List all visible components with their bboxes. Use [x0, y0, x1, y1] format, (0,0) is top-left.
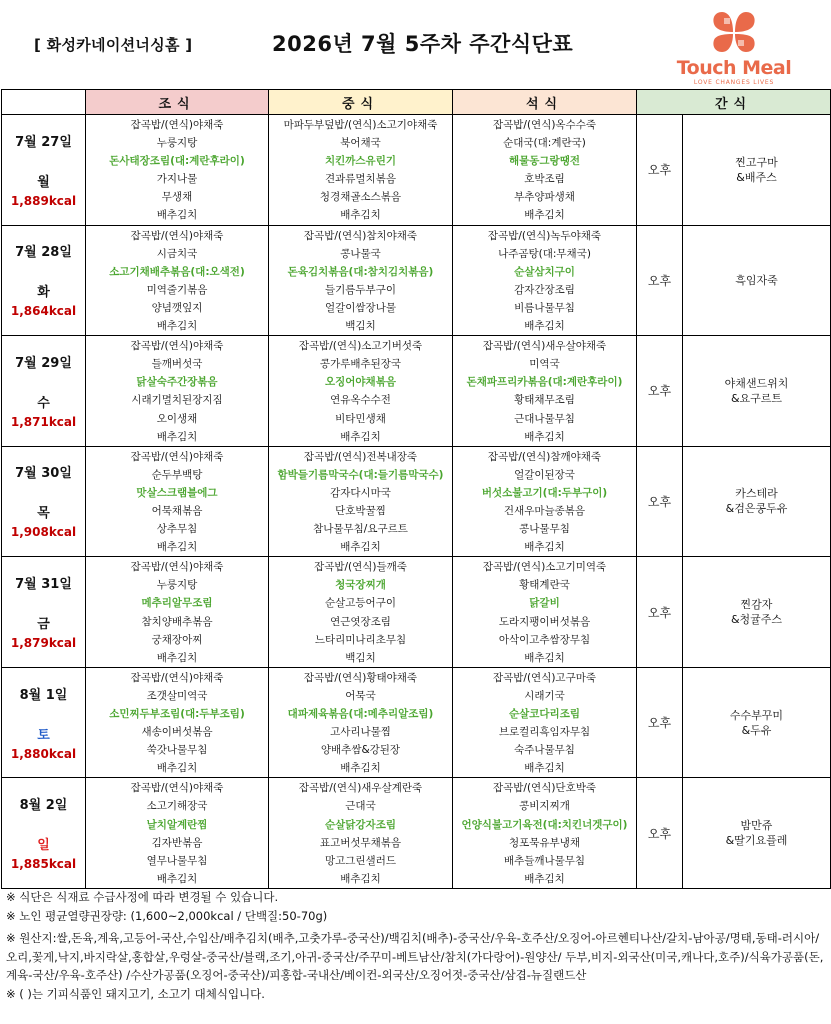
snack-item: &딸기요플레	[725, 834, 788, 848]
dish-item: 콩비지찌개	[519, 800, 570, 813]
day-weekday: 금	[37, 617, 50, 633]
dish-item: 콩가루배추된장국	[319, 358, 402, 371]
dish-item: 미역국	[529, 358, 560, 371]
dish-item: 마파두부덮밥/(연식)소고기야채죽	[283, 119, 438, 131]
dish-item: 잡곡밥/(연식)야채죽	[130, 340, 224, 353]
dish-item: 얼갈이쌈장나물	[324, 301, 396, 314]
dish-item: 단호박꿀찜	[335, 504, 386, 517]
dish-item: 배추김치	[524, 651, 565, 664]
main-dish: 날치알계란찜	[146, 818, 208, 831]
day-row	[2, 778, 831, 889]
day-cell	[2, 778, 86, 889]
dish-item: 배추김치	[340, 541, 381, 554]
day-cell	[2, 446, 86, 557]
breakfast-cell	[86, 778, 269, 889]
logo-wordmark: Touch Meal	[676, 57, 792, 79]
snack-item: &청귤주스	[730, 613, 783, 627]
lunch-cell	[269, 225, 453, 336]
main-dish: 치킨까스유린기	[324, 155, 396, 168]
dish-item: 북어채국	[340, 137, 381, 150]
dinner-cell	[453, 225, 637, 336]
snack-menu	[683, 336, 831, 447]
day-weekday: 목	[37, 506, 50, 522]
main-dish: 소고기채배추볶음(대:오색전)	[109, 265, 245, 278]
dish-item: 잡곡밥/(연식)참깨야채죽	[487, 450, 602, 463]
dish-item: 망고그린샐러드	[324, 854, 396, 867]
day-kcal: 1,908kcal	[10, 525, 77, 540]
snack-menu	[683, 446, 831, 557]
header-dinner: 석식	[453, 90, 637, 115]
main-dish: 함박들기름막국수(대:들기름막국수)	[277, 468, 444, 481]
lunch-cell	[269, 115, 453, 226]
day-date: 7월 27일	[15, 134, 72, 150]
dish-item: 비타민생채	[335, 412, 386, 425]
dish-item: 숙주나물무침	[514, 744, 575, 757]
day-cell	[2, 225, 86, 336]
snack-item: &검은콩두유	[725, 502, 788, 516]
main-dish: 맛살스크램블에그	[136, 486, 218, 499]
dish-item: 근대나물무침	[514, 412, 575, 425]
main-dish: 순살닭강자조림	[324, 818, 396, 831]
table-header-row	[2, 90, 831, 115]
header-day-blank	[2, 90, 86, 115]
dish-item: 열무나물무침	[146, 854, 208, 867]
dish-item: 배추김치	[524, 320, 565, 333]
snack-item: 야채샌드위치	[724, 376, 789, 390]
dish-item: 연근엿장조림	[330, 615, 391, 628]
dish-item: 시래기국	[524, 689, 565, 702]
dish-item: 잡곡밥/(연식)참치야채죽	[303, 229, 418, 242]
dish-item: 견과류멸치볶음	[324, 173, 396, 186]
snack-time: 오후	[637, 446, 683, 557]
day-cell	[2, 336, 86, 447]
day-kcal: 1,879kcal	[10, 636, 77, 651]
dinner-cell	[453, 336, 637, 447]
dish-item: 배추김치	[340, 872, 381, 885]
day-kcal: 1,880kcal	[10, 746, 77, 761]
main-dish: 순살삼치구이	[514, 265, 575, 278]
dish-item: 어묵국	[345, 689, 376, 702]
dish-item: 어묵채볶음	[151, 504, 203, 517]
dish-item: 아삭이고추쌈장무침	[498, 633, 591, 646]
snack-menu	[683, 115, 831, 226]
main-dish: 해물동그랑땡전	[508, 155, 580, 168]
dish-item: 소고기해장국	[146, 800, 208, 813]
dish-item: 들깨버섯국	[151, 358, 203, 371]
dish-item: 도라지팽이버섯볶음	[498, 615, 591, 628]
facility-name: [ 화성카네이션너싱홈 ]	[34, 36, 193, 54]
dish-item: 비름나물무침	[514, 301, 575, 314]
dish-item: 시래기멸치된장지짐	[131, 394, 223, 407]
snack-item: 수수부꾸미	[729, 708, 784, 722]
dish-item: 잡곡밥/(연식)전복내장죽	[303, 450, 418, 463]
dish-item: 배추김치	[156, 872, 198, 885]
day-weekday: 일	[37, 838, 50, 854]
dish-item: 잡곡밥/(연식)야채죽	[130, 119, 224, 131]
day-row	[2, 115, 831, 226]
dish-item: 참치양배추볶음	[141, 615, 213, 628]
dish-item: 시금치국	[156, 247, 198, 260]
dinner-cell	[453, 115, 637, 226]
dish-item: 나주곰탕(대:무채국)	[498, 247, 591, 260]
dish-item: 잡곡밥/(연식)단호박죽	[492, 782, 597, 795]
dish-item: 청포묵유부냉채	[508, 836, 580, 849]
dish-item: 참나물무침/요구르트	[313, 523, 408, 536]
dish-item: 잡곡밥/(연식)녹두야채죽	[487, 229, 602, 242]
snack-item: 찐고구마	[735, 155, 778, 169]
day-row	[2, 557, 831, 668]
dish-item: 잡곡밥/(연식)새우살야채죽	[482, 340, 607, 353]
dish-item: 배추김치	[156, 320, 198, 333]
breakfast-cell	[86, 336, 269, 447]
dish-item: 고사리나물찜	[330, 726, 391, 739]
note-substitute: ※ ( )는 기피식품인 돼지고기, 소고기 대체식입니다.	[6, 986, 265, 1001]
page-header	[0, 0, 831, 88]
note-menu-change: ※ 식단은 식재료 수급사정에 따라 변경될 수 있습니다.	[6, 890, 279, 904]
dish-item: 양배추쌈&강된장	[320, 744, 401, 757]
dish-item: 백김치	[345, 320, 376, 333]
snack-time: 오후	[637, 225, 683, 336]
clover-logo-icon	[710, 10, 758, 56]
day-weekday: 수	[37, 395, 50, 411]
dish-item: 누룽지탕	[156, 137, 198, 150]
day-weekday: 월	[37, 174, 50, 190]
day-date: 8월 1일	[19, 687, 68, 703]
lunch-cell	[269, 336, 453, 447]
main-dish: 대파제육볶음(대:메추리알조림)	[287, 708, 434, 720]
snack-menu	[683, 667, 831, 778]
snack-time: 오후	[637, 778, 683, 889]
snack-item: 찐감자	[740, 598, 773, 612]
dish-item: 오이생채	[156, 412, 198, 425]
dish-item: 잡곡밥/(연식)야채죽	[130, 229, 224, 242]
day-kcal: 1,871kcal	[10, 414, 77, 429]
dish-item: 황태채무조림	[514, 394, 575, 407]
dish-item: 잡곡밥/(연식)소고기미역죽	[482, 561, 607, 574]
snack-item: 밤만쥬	[740, 819, 773, 833]
dish-item: 순두부백탕	[151, 468, 203, 481]
page-title: 2026년 7월 5주차 주간식단표	[272, 32, 574, 56]
day-row	[2, 446, 831, 557]
dish-item: 배추김치	[156, 541, 198, 554]
dish-item: 잡곡밥/(연식)야채죽	[130, 561, 224, 574]
logo-tagline: LOVE CHANGES LIVES	[693, 79, 775, 86]
dish-item: 근대국	[345, 800, 376, 813]
main-dish: 언양식불고기육전(대:치킨너겟구이)	[461, 818, 628, 831]
dish-item: 배추김치	[524, 541, 565, 554]
day-row	[2, 225, 831, 336]
main-dish: 닭갈비	[529, 597, 560, 610]
day-row	[2, 336, 831, 447]
dish-item: 들기름두부구이	[324, 283, 396, 296]
dinner-cell	[453, 667, 637, 778]
lunch-cell	[269, 446, 453, 557]
dish-item: 배추김치	[156, 430, 198, 443]
dish-item: 배추김치	[156, 651, 198, 664]
touch-meal-logo	[668, 10, 792, 88]
day-date: 7월 28일	[15, 245, 72, 261]
note-calorie-recommendation: ※ 노인 평균열량권장량: (1,600~2,000kcal / 단백질:50-70g)	[6, 908, 328, 923]
lunch-cell	[269, 557, 453, 668]
dish-item: 배추김치	[156, 762, 198, 775]
dish-item: 잡곡밥/(연식)야채죽	[130, 671, 224, 684]
dish-item: 배추김치	[524, 209, 565, 222]
day-weekday: 화	[37, 285, 50, 301]
dish-item: 김자반볶음	[151, 836, 203, 849]
main-dish: 돈육김치볶음(대:참치김치볶음)	[287, 265, 434, 278]
dish-item: 잡곡밥/(연식)황태야채죽	[303, 671, 418, 684]
dish-item: 호박조림	[524, 173, 565, 186]
dish-item: 조갯살미역국	[146, 689, 208, 702]
dish-item: 새송이버섯볶음	[141, 726, 213, 739]
day-cell	[2, 557, 86, 668]
day-date: 7월 29일	[15, 355, 72, 371]
dish-item: 감자간장조림	[514, 283, 575, 296]
dish-item: 양념깻잎지	[151, 301, 203, 314]
main-dish: 닭살숙주간장볶음	[136, 376, 218, 389]
snack-item: &배주스	[736, 170, 777, 184]
dish-item: 브로컬리흑임자무침	[498, 726, 591, 739]
lunch-cell	[269, 778, 453, 889]
dish-item: 무생채	[161, 191, 193, 204]
dish-item: 잡곡밥/(연식)들깨죽	[314, 561, 407, 574]
dish-item: 잡곡밥/(연식)야채죽	[130, 450, 224, 463]
dish-item: 가지나물	[156, 173, 198, 186]
dish-item: 배추김치	[524, 872, 565, 885]
header-breakfast: 조식	[86, 90, 269, 115]
dish-item: 배추들깨나물무침	[503, 854, 586, 867]
weekly-menu-table	[1, 89, 831, 889]
dish-item: 콩나물무침	[519, 523, 570, 536]
dish-item: 배추김치	[340, 209, 381, 222]
snack-menu	[683, 557, 831, 668]
day-date: 7월 30일	[15, 466, 72, 482]
main-dish: 버섯소불고기(대:두부구이)	[481, 486, 608, 499]
day-date: 7월 31일	[15, 577, 72, 593]
main-dish: 돈채파프리카볶음(대:계란후라이)	[466, 376, 623, 389]
dish-item: 누룽지탕	[156, 579, 198, 592]
dish-item: 콩나물국	[340, 247, 381, 260]
dish-item: 황태계란국	[519, 579, 570, 592]
day-cell	[2, 115, 86, 226]
dish-item: 배추김치	[524, 762, 565, 775]
day-cell	[2, 667, 86, 778]
main-dish: 오징어야채볶음	[324, 376, 396, 389]
day-kcal: 1,885kcal	[10, 857, 77, 872]
dish-item: 잡곡밥/(연식)소고기버섯죽	[298, 340, 423, 353]
snack-time: 오후	[637, 115, 683, 226]
dish-item: 표고버섯무채볶음	[319, 836, 402, 849]
dish-item: 느타리미나리초무침	[314, 633, 407, 646]
header-snack: 간식	[637, 90, 831, 115]
dish-item: 배추김치	[340, 430, 381, 443]
dinner-cell	[453, 446, 637, 557]
dish-item: 상추무침	[156, 523, 198, 536]
dish-item: 얼갈이된장국	[514, 468, 575, 481]
dish-item: 연유옥수수전	[330, 394, 391, 407]
day-date: 8월 2일	[19, 798, 68, 814]
day-weekday: 토	[37, 727, 50, 743]
breakfast-cell	[86, 446, 269, 557]
dinner-cell	[453, 557, 637, 668]
dish-item: 궁채장아찌	[151, 633, 203, 646]
dish-item: 감자다시마국	[330, 486, 391, 499]
snack-time: 오후	[637, 336, 683, 447]
dish-item: 잡곡밥/(연식)야채죽	[130, 782, 224, 795]
snack-item: &두유	[741, 723, 772, 737]
header-lunch: 중식	[269, 90, 453, 115]
lunch-cell	[269, 667, 453, 778]
dish-item: 잡곡밥/(연식)옥수수죽	[492, 119, 597, 131]
dish-item: 순살고등어구이	[324, 597, 396, 610]
dish-item: 부추양파생채	[514, 191, 575, 204]
dish-item: 잡곡밥/(연식)새우살계란죽	[298, 782, 423, 795]
snack-item: 카스테라	[735, 487, 778, 501]
snack-time: 오후	[637, 667, 683, 778]
dinner-cell	[453, 778, 637, 889]
main-dish: 청국장찌개	[335, 579, 386, 592]
main-dish: 돈사태장조림(대:계란후라이)	[109, 155, 245, 168]
snack-item: 흑임자죽	[735, 273, 778, 287]
notes-section	[6, 888, 826, 1003]
snack-time: 오후	[637, 557, 683, 668]
dish-item: 순대국(대:계란국)	[503, 137, 586, 150]
main-dish: 메추리알무조림	[141, 597, 213, 610]
day-kcal: 1,889kcal	[10, 193, 77, 208]
snack-menu	[683, 225, 831, 336]
dish-item: 건새우마늘종볶음	[503, 504, 586, 517]
note-origin: ※ 원산지:쌀,돈육,계육,고등어-국산,수입산/배추김치(배추,고춧가루-중국산)/백김치(배추)-중국산/우육-호주산/오징어-아르헨티나산/갈치-남아공/명태,동태-러시아/오리,꽃게,낙지,바지락살,홍합살,우렁살-중국산/블랙,조기,아귀-중국산/주꾸미-베트남산/참치(가다랑어)-원양산/ 두부,비지-외국산(미국,캐나다,호주)/식육가공품(돈,계육-국산/우육-호주산) /수산가공품(오징어-중국산)/피홍합-국내산/베이컨-외국산/오징어젓-중국산/삼겹-뉴질랜드산	[6, 931, 824, 982]
snack-menu	[683, 778, 831, 889]
dish-item: 배추김치	[524, 430, 565, 443]
dish-item: 배추김치	[340, 762, 381, 775]
breakfast-cell	[86, 115, 269, 226]
breakfast-cell	[86, 225, 269, 336]
main-dish: 순살코다리조림	[508, 708, 580, 720]
dish-item: 쑥갓나물무침	[146, 744, 208, 757]
day-row	[2, 667, 831, 778]
main-dish: 소민찌두부조림(대:두부조림)	[109, 708, 245, 720]
dish-item: 백김치	[345, 651, 376, 664]
menu-body	[2, 115, 831, 889]
breakfast-cell	[86, 557, 269, 668]
dish-item: 배추김치	[156, 209, 198, 222]
snack-item: &요구르트	[730, 391, 783, 405]
dish-item: 미역줄기볶음	[146, 283, 208, 296]
day-kcal: 1,864kcal	[10, 304, 77, 319]
dish-item: 잡곡밥/(연식)고구마죽	[492, 671, 597, 684]
breakfast-cell	[86, 667, 269, 778]
dish-item: 청경채골소스볶음	[319, 191, 402, 204]
